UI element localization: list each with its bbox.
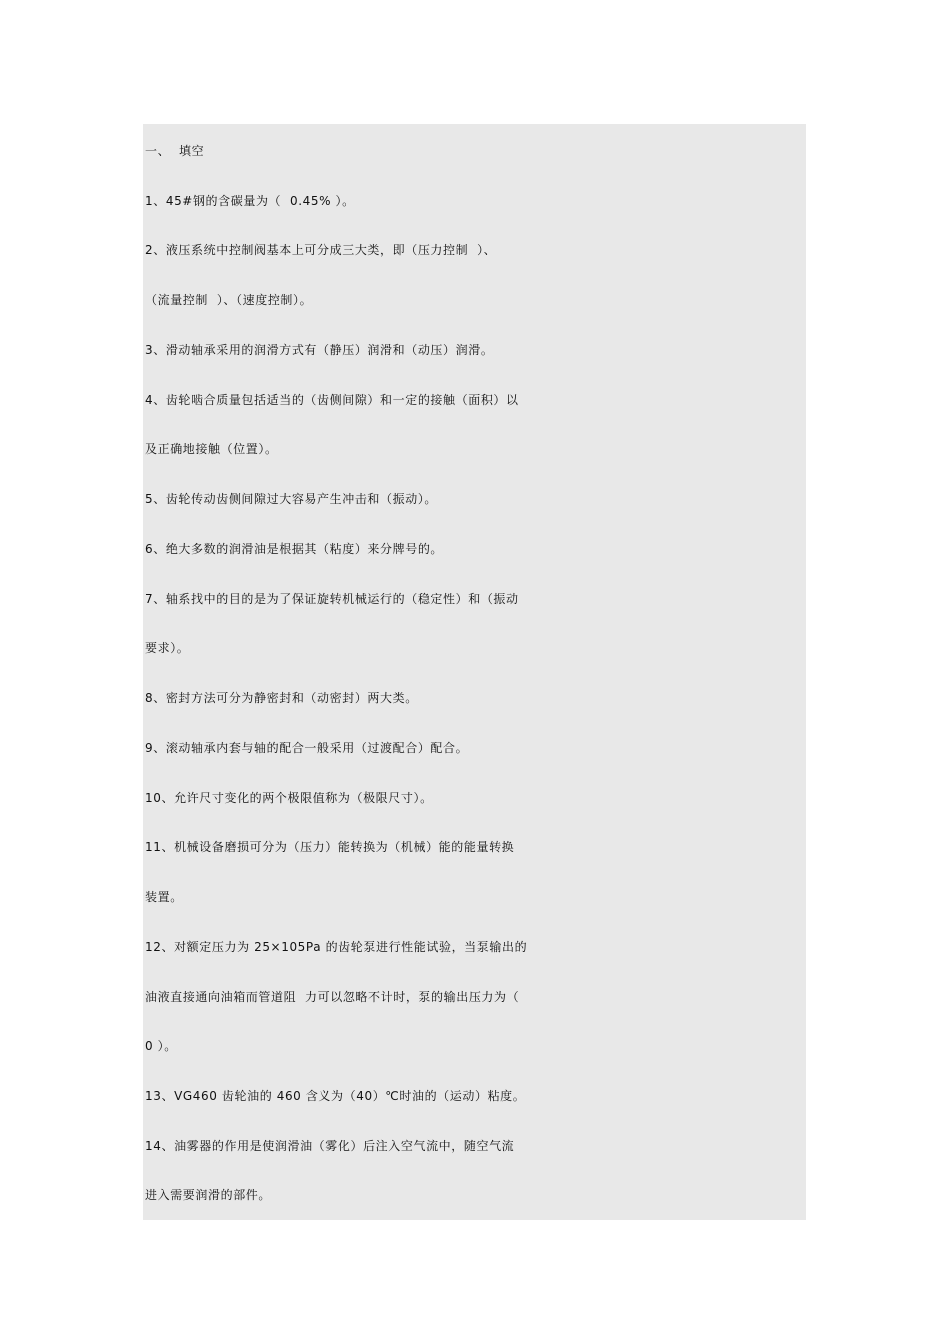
question-7-cont: 要求）。 xyxy=(145,641,190,655)
question-11: 11、机械设备磨损可分为（压力）能转换为（机械）能的能量转换 xyxy=(145,840,515,854)
question-12-cont: 油液直接通向油箱而管道阻 力可以忽略不计时，泵的输出压力为（ xyxy=(145,990,520,1004)
question-6: 6、绝大多数的润滑油是根据其（粘度）来分牌号的。 xyxy=(145,542,444,556)
question-10: 10、允许尺寸变化的两个极限值称为（极限尺寸）。 xyxy=(145,791,433,805)
question-7: 7、轴系找中的目的是为了保证旋转机械运行的（稳定性）和（振动 xyxy=(145,592,519,606)
question-2: 2、液压系统中控制阀基本上可分成三大类，即（压力控制 ）、 xyxy=(145,243,497,257)
question-9: 9、滚动轴承内套与轴的配合一般采用（过渡配合）配合。 xyxy=(145,741,469,755)
question-12: 12、对额定压力为 25×105Pa 的齿轮泵进行性能试验，当泵输出的 xyxy=(145,940,528,954)
question-2-cont: （流量控制 ）、（速度控制）。 xyxy=(145,293,313,307)
question-12-cont-2: 0 ）。 xyxy=(145,1039,177,1053)
question-13: 13、VG460 齿轮油的 460 含义为（40）℃时油的（运动）粘度。 xyxy=(145,1089,526,1103)
question-5: 5、齿轮传动齿侧间隙过大容易产生冲击和（振动）。 xyxy=(145,492,438,506)
question-14: 14、油雾器的作用是使润滑油（雾化）后注入空气流中，随空气流 xyxy=(145,1139,515,1153)
question-1: 1、45#钢的含碳量为（ 0.45% ）。 xyxy=(145,194,355,208)
question-14-cont: 进入需要润滑的部件。 xyxy=(145,1188,272,1202)
question-11-cont: 装置。 xyxy=(145,890,183,904)
question-4-cont: 及正确地接触（位置）。 xyxy=(145,442,278,456)
document-content xyxy=(143,124,806,1220)
question-4: 4、齿轮啮合质量包括适当的（齿侧间隙）和一定的接触（面积）以 xyxy=(145,393,519,407)
question-8: 8、密封方法可分为静密封和（动密封）两大类。 xyxy=(145,691,418,705)
question-3: 3、滑动轴承采用的润滑方式有（静压）润滑和（动压）润滑。 xyxy=(145,343,494,357)
section-heading: 一、 填空 xyxy=(145,144,205,158)
